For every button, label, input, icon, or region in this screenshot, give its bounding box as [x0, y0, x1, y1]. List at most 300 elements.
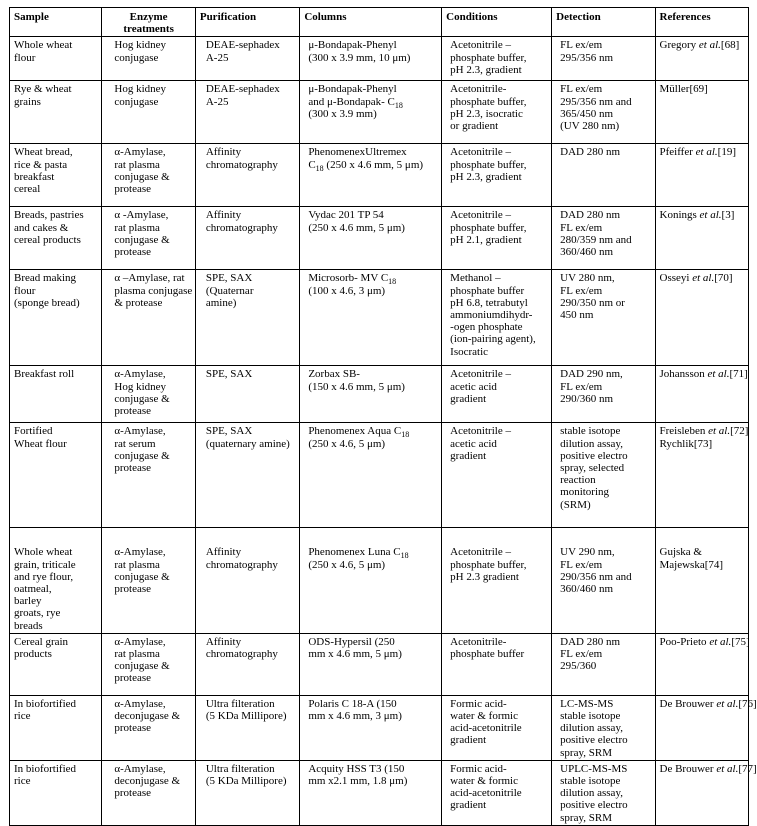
cell-line: Formic acid-: [450, 762, 507, 775]
cell-line: A-25: [205, 51, 229, 64]
cell-line: 295/360: [560, 660, 597, 673]
cell-line: oatmeal,: [14, 583, 52, 596]
cell-line: Zorbax SB-: [308, 368, 360, 381]
cell-line: (SRM): [560, 498, 591, 511]
cell-line: gradient: [450, 799, 487, 812]
cell-line: FL ex/em: [560, 39, 603, 52]
cell-line: α-Amylase,: [114, 762, 166, 775]
cell-line: UPLC-MS-MS: [560, 762, 628, 775]
columns-cell: [300, 207, 442, 270]
cell-line: Acetonitrile –: [450, 425, 511, 438]
table-row: [10, 423, 749, 528]
cell-line: conjugase &: [114, 449, 170, 462]
table-row: [10, 81, 749, 144]
cell-line: monitoring: [560, 486, 610, 499]
cell-line: phosphate buffer,: [450, 558, 527, 571]
enzyme-cell: [102, 81, 195, 144]
cell-line: Johansson et al.[71]: [659, 368, 748, 381]
cell-line: deconjugase &: [114, 710, 181, 723]
header-sample: Sample: [10, 8, 102, 37]
cell-line: cereal products: [14, 233, 81, 246]
cell-line: Whole wheat: [14, 39, 73, 52]
cell-line: gradient: [450, 392, 487, 405]
cell-line: Affinity: [205, 146, 242, 159]
cell-line: pH 2.3, gradient: [450, 170, 522, 183]
cell-line: FL ex/em: [560, 558, 603, 571]
references-cell: [655, 633, 749, 695]
cell-line: pH 2.3 gradient: [450, 570, 519, 583]
conditions-cell: [442, 207, 552, 270]
cell-line: 360/460 nm: [560, 246, 614, 259]
cell-line: rat plasma: [114, 648, 160, 661]
cell-line: PhenomenexUltremex: [308, 146, 407, 159]
cell-line: Freisleben et al.[72]: [659, 425, 749, 438]
table-body: [10, 37, 757, 825]
sample-cell: [10, 81, 102, 144]
purification-cell: [195, 760, 299, 825]
cell-line: protease: [114, 246, 152, 259]
cell-line: Bread making: [14, 272, 77, 285]
cell-line: 280/359 nm and: [560, 233, 632, 246]
cell-line: flour: [14, 284, 36, 297]
cell-line: gradient: [450, 449, 487, 462]
cell-line: (5 KDa Millipore): [205, 775, 287, 788]
columns-cell: [300, 366, 442, 423]
enzyme-cell: [102, 37, 195, 81]
cell-line: Acetonitrile –: [450, 39, 511, 52]
cell-line: pH 2.3, isocratic: [450, 107, 523, 120]
cell-line: Hog kidney: [114, 83, 167, 96]
cell-line: DAD 290 nm,: [560, 368, 623, 381]
sample-cell: [10, 144, 102, 207]
columns-cell: [300, 633, 442, 695]
cell-line: α-Amylase,: [114, 146, 166, 159]
sample-cell: [10, 695, 102, 760]
table-container: [9, 7, 757, 826]
cell-line: Isocratic: [450, 345, 489, 358]
cell-line: α-Amylase,: [114, 546, 166, 559]
columns-cell: [300, 37, 442, 81]
enzyme-cell: [102, 366, 195, 423]
cell-line: protease: [114, 722, 152, 735]
cell-line: rat plasma: [114, 221, 160, 234]
cell-line: (quaternary amine): [205, 437, 290, 450]
cell-line: UV 280 nm,: [560, 272, 615, 285]
cell-line: conjugase &: [114, 170, 170, 183]
cell-line: acid-acetonitrile: [450, 787, 522, 800]
cell-line: and μ-Bondapak- $C_{18}$: [308, 95, 403, 110]
cell-line: Breads, pastries: [14, 209, 84, 222]
purification-cell: [195, 81, 299, 144]
cell-line: mm x 4.6 mm, 5 μm): [308, 648, 402, 661]
conditions-cell: [442, 81, 552, 144]
cell-line: Phenomenex Luna $C_{18}$: [308, 546, 409, 561]
enzyme-cell: [102, 270, 195, 366]
cell-line: Hog kidney: [114, 380, 167, 393]
references-cell: [655, 144, 749, 207]
cell-line: phosphate buffer,: [450, 51, 527, 64]
columns-cell: [300, 270, 442, 366]
cell-line: (250 x 4.6, 5 μm): [308, 558, 386, 571]
references-cell: [655, 423, 749, 528]
purification-cell: [195, 695, 299, 760]
cell-line: acetic acid: [450, 437, 497, 450]
conditions-cell: [442, 366, 552, 423]
detection-cell: [552, 695, 655, 760]
cell-line: Methanol –: [450, 272, 501, 285]
cell-line: FL ex/em: [560, 83, 603, 96]
cell-line: Pfeiffer et al.[19]: [659, 146, 736, 159]
cell-line: grains: [14, 95, 41, 108]
cell-line: Acetonitrile –: [450, 209, 511, 222]
header-purification: Purification: [195, 8, 299, 37]
sample-cell: [10, 270, 102, 366]
cell-line: conjugase &: [114, 392, 170, 405]
cell-line: Acquity HSS T3 (150: [308, 762, 405, 775]
conditions-cell: [442, 144, 552, 207]
cell-line: α-Amylase,: [114, 697, 166, 710]
cell-line: acetic acid: [450, 380, 497, 393]
table-row: [10, 528, 749, 633]
cell-line: and cakes &: [14, 221, 69, 234]
conditions-cell: [442, 423, 552, 528]
cell-line: Majewska[74]: [659, 558, 724, 571]
methods-table: [9, 7, 757, 826]
table-row: [10, 144, 749, 207]
cell-line: α –Amylase, rat: [114, 272, 185, 285]
references-cell: [655, 81, 749, 144]
cell-line: -ogen phosphate: [450, 321, 523, 334]
cell-line: (150 x 4.6 mm, 5 μm): [308, 380, 405, 393]
detection-cell: [552, 366, 655, 423]
cell-line: Wheat flour: [14, 437, 67, 450]
columns-cell: [300, 423, 442, 528]
purification-cell: [195, 37, 299, 81]
cell-line: Poo-Prieto et al.[75]: [659, 635, 750, 648]
cell-line: SPE, SAX: [205, 425, 253, 438]
cell-line: Vydac 201 TP 54: [308, 209, 384, 222]
cell-line: α-Amylase,: [114, 425, 166, 438]
cell-line: groats, rye: [14, 607, 61, 620]
cell-line: De Brouwer et al.[77]: [659, 762, 757, 775]
cell-line: 290/350 nm or: [560, 296, 625, 309]
conditions-cell: [442, 528, 552, 633]
cell-line: acid-acetonitrile: [450, 722, 522, 735]
detection-cell: [552, 37, 655, 81]
cell-line: mm x 4.6 mm, 3 μm): [308, 710, 402, 723]
cell-line: A-25: [205, 95, 229, 108]
cell-line: Wheat bread,: [14, 146, 73, 159]
cell-line: plasma conjugase: [114, 284, 193, 297]
cell-line: deconjugase &: [114, 775, 181, 788]
cell-line: and rye flour,: [14, 570, 74, 583]
cell-line: products: [14, 648, 52, 661]
purification-cell: [195, 423, 299, 528]
cell-line: protease: [114, 405, 152, 418]
cell-line: Acetonitrile-: [450, 83, 507, 96]
table-row: [10, 695, 749, 760]
cell-line: 450 nm: [560, 309, 594, 322]
cell-line: dilution assay,: [560, 437, 623, 450]
cell-line: α-Amylase,: [114, 368, 166, 381]
cell-line: pH 2.3, gradient: [450, 63, 522, 76]
cell-line: protease: [114, 183, 152, 196]
cell-line: rice & pasta: [14, 158, 68, 171]
cell-line: spray, selected: [560, 462, 625, 475]
table-row: [10, 37, 749, 81]
cell-line: Müller[69]: [659, 83, 708, 96]
cell-line: positive electro: [560, 734, 628, 747]
cell-line: Formic acid-: [450, 697, 507, 710]
cell-line: conjugase: [114, 51, 159, 64]
sample-cell: [10, 633, 102, 695]
cell-line: 290/360 nm: [560, 392, 614, 405]
conditions-cell: [442, 695, 552, 760]
cell-line: μ-Bondapak-Phenyl: [308, 39, 397, 52]
cell-line: Ultra filteration: [205, 762, 275, 775]
cell-line: Rychlik[73]: [659, 437, 713, 450]
sample-cell: [10, 423, 102, 528]
detection-cell: [552, 144, 655, 207]
cell-line: chromatography: [205, 648, 278, 661]
detection-cell: [552, 81, 655, 144]
cell-line: protease: [114, 583, 152, 596]
enzyme-cell: [102, 144, 195, 207]
cell-line: α -Amylase,: [114, 209, 169, 222]
cell-line: Affinity: [205, 635, 242, 648]
cell-line: dilution assay,: [560, 722, 623, 735]
cell-line: protease: [114, 672, 152, 685]
cell-line: In biofortified: [14, 762, 77, 775]
table-row: [10, 760, 749, 825]
cell-line: Gregory et al.[68]: [659, 39, 740, 52]
cell-line: DAD 280 nm: [560, 146, 621, 159]
cell-line: conjugase: [114, 95, 159, 108]
cell-line: water & formic: [450, 775, 518, 788]
conditions-cell: [442, 37, 552, 81]
cell-line: phosphate buffer,: [450, 95, 527, 108]
purification-cell: [195, 270, 299, 366]
cell-line: (UV 280 nm): [560, 120, 620, 133]
cell-line: rice: [14, 710, 31, 723]
cell-line: DAD 280 nm: [560, 209, 621, 222]
purification-cell: [195, 144, 299, 207]
cell-line: stable isotope: [560, 775, 621, 788]
cell-line: De Brouwer et al.[76]: [659, 697, 757, 710]
cell-line: Polaris C 18-A (150: [308, 697, 397, 710]
cell-line: rat plasma: [114, 558, 160, 571]
cell-line: protease: [114, 462, 152, 475]
cell-line: chromatography: [205, 558, 278, 571]
cell-line: (250 x 4.6 mm, 5 μm): [308, 221, 405, 234]
cell-line: conjugase &: [114, 660, 170, 673]
sample-cell: [10, 366, 102, 423]
cell-line: FL ex/em: [560, 284, 603, 297]
cell-line: DEAE-sephadex: [205, 83, 280, 96]
detection-cell: [552, 528, 655, 633]
enzyme-cell: [102, 695, 195, 760]
columns-cell: [300, 144, 442, 207]
header-row: [10, 8, 749, 37]
cell-line: 295/356 nm and: [560, 95, 632, 108]
cell-line: In biofortified: [14, 697, 77, 710]
columns-cell: [300, 760, 442, 825]
sample-cell: [10, 207, 102, 270]
cell-line: DAD 280 nm: [560, 635, 621, 648]
detection-cell: [552, 207, 655, 270]
cell-line: breads: [14, 619, 43, 632]
sample-cell: [10, 528, 102, 633]
cell-line: Acetonitrile-: [450, 635, 507, 648]
header-references: References: [655, 8, 749, 37]
cell-line: (300 x 3.9 mm, 10 μm): [308, 51, 411, 64]
conditions-cell: [442, 270, 552, 366]
cell-line: gradient: [450, 734, 487, 747]
cell-line: stable isotope: [560, 425, 621, 438]
cell-line: conjugase &: [114, 570, 170, 583]
cell-line: $C_{18}$ (250 x 4.6 mm, 5 μm): [308, 158, 424, 173]
cell-line: Acetonitrile –: [450, 368, 511, 381]
cell-line: breakfast: [14, 170, 55, 183]
cell-line: Affinity: [205, 209, 242, 222]
cell-line: Rye & wheat: [14, 83, 72, 96]
cell-line: FL ex/em: [560, 380, 603, 393]
cell-line: rice: [14, 775, 31, 788]
detection-cell: [552, 633, 655, 695]
cell-line: phosphate buffer: [450, 284, 525, 297]
cell-line: or gradient: [450, 120, 499, 133]
cell-line: (Quaternar: [205, 284, 254, 297]
cell-line: 365/450 nm: [560, 107, 614, 120]
cell-line: pH 2.1, gradient: [450, 233, 522, 246]
cell-line: (300 x 3.9 mm): [308, 107, 377, 120]
cell-line: phosphate buffer,: [450, 158, 527, 171]
cell-line: ODS-Hypersil (250: [308, 635, 395, 648]
enzyme-cell: [102, 633, 195, 695]
sample-cell: [10, 760, 102, 825]
cell-line: (5 KDa Millipore): [205, 710, 287, 723]
references-cell: [655, 207, 749, 270]
enzyme-cell: [102, 760, 195, 825]
cell-line: Konings et al.[3]: [659, 209, 735, 222]
cell-line: cereal: [14, 183, 41, 196]
detection-cell: [552, 760, 655, 825]
table-row: [10, 366, 749, 423]
cell-line: chromatography: [205, 221, 278, 234]
cell-line: protease: [114, 787, 152, 800]
header-conditions: Conditions: [442, 8, 552, 37]
cell-line: rat serum: [114, 437, 156, 450]
cell-line: Osseyi et al.[70]: [659, 272, 733, 285]
cell-line: dilution assay,: [560, 787, 623, 800]
cell-line: Phenomenex Aqua $C_{18}$: [308, 425, 410, 440]
cell-line: pH 6.8, tetrabutyl: [450, 296, 528, 309]
cell-line: barley: [14, 595, 42, 608]
references-cell: [655, 270, 749, 366]
references-cell: [655, 695, 757, 760]
table-row: [10, 270, 749, 366]
cell-line: UV 290 nm,: [560, 546, 615, 559]
enzyme-cell: [102, 207, 195, 270]
table-row: [10, 633, 749, 695]
enzyme-cell: [102, 423, 195, 528]
cell-line: Hog kidney: [114, 39, 167, 52]
cell-line: grain, triticale: [14, 558, 76, 571]
references-cell: [655, 528, 749, 633]
cell-line: FL ex/em: [560, 221, 603, 234]
table-row: [10, 207, 749, 270]
cell-line: Whole wheat: [14, 546, 73, 559]
detection-cell: [552, 423, 655, 528]
detection-cell: [552, 270, 655, 366]
columns-cell: [300, 528, 442, 633]
cell-line: 360/460 nm: [560, 583, 614, 596]
cell-line: Breakfast roll: [14, 368, 75, 381]
cell-line: Gujska &: [659, 546, 702, 559]
cell-line: & protease: [114, 296, 163, 309]
cell-line: Cereal grain: [14, 635, 69, 648]
cell-line: (sponge bread): [14, 296, 80, 309]
header-columns: Columns: [300, 8, 442, 37]
cell-line: spray, SRM: [560, 811, 612, 824]
cell-line: flour: [14, 51, 36, 64]
cell-line: conjugase &: [114, 233, 170, 246]
purification-cell: [195, 528, 299, 633]
cell-line: positive electro: [560, 799, 628, 812]
references-cell: [655, 760, 757, 825]
references-cell: [655, 366, 749, 423]
cell-line: ammoniumdihydr-: [450, 309, 533, 322]
cell-line: rat plasma: [114, 158, 160, 171]
cell-line: 295/356 nm: [560, 51, 614, 64]
cell-line: LC-MS-MS: [560, 697, 614, 710]
cell-line: (100 x 4.6, 3 μm): [308, 284, 386, 297]
cell-line: Microsorb- MV $C_{18}$: [308, 272, 397, 287]
cell-line: μ-Bondapak-Phenyl: [308, 83, 397, 96]
header-enzyme-treatments: Enzyme treatments: [102, 8, 195, 37]
cell-line: water & formic: [450, 710, 518, 723]
cell-line: positive electro: [560, 449, 628, 462]
cell-line: (250 x 4.6, 5 μm): [308, 437, 386, 450]
cell-line: phosphate buffer,: [450, 221, 527, 234]
cell-line: SPE, SAX: [205, 272, 253, 285]
cell-line: DEAE-sephadex: [205, 39, 280, 52]
conditions-cell: [442, 633, 552, 695]
conditions-cell: [442, 760, 552, 825]
columns-cell: [300, 81, 442, 144]
cell-line: (ion-pairing agent),: [450, 333, 536, 346]
cell-line: Ultra filteration: [205, 697, 275, 710]
cell-line: Affinity: [205, 546, 242, 559]
cell-line: mm x2.1 mm, 1.8 μm): [308, 775, 408, 788]
cell-line: amine): [205, 296, 237, 309]
purification-cell: [195, 207, 299, 270]
purification-cell: [195, 633, 299, 695]
cell-line: stable isotope: [560, 710, 621, 723]
sample-cell: [10, 37, 102, 81]
cell-line: FL ex/em: [560, 648, 603, 661]
cell-line: spray, SRM: [560, 746, 612, 759]
cell-line: Fortified: [14, 425, 53, 438]
cell-line: phosphate buffer: [450, 648, 525, 661]
cell-line: α-Amylase,: [114, 635, 166, 648]
cell-line: 290/356 nm and: [560, 570, 632, 583]
enzyme-cell: [102, 528, 195, 633]
header-detection: Detection: [552, 8, 655, 37]
columns-cell: [300, 695, 442, 760]
cell-line: reaction: [560, 474, 596, 487]
references-cell: [655, 37, 749, 81]
